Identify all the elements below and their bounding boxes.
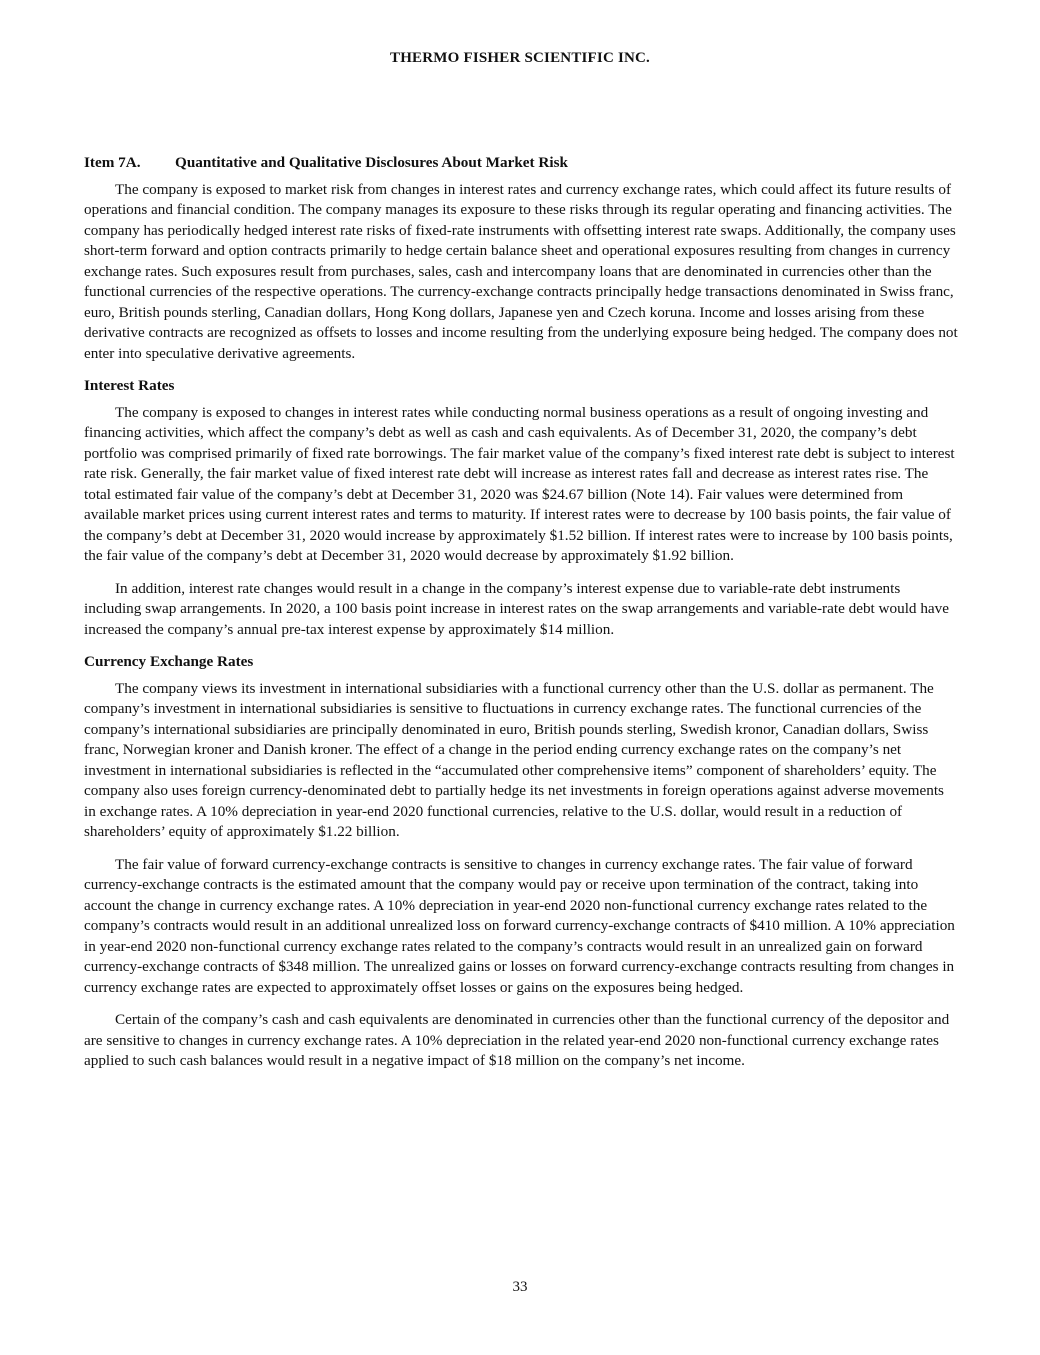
section-heading-currency-exchange-rates: Currency Exchange Rates <box>84 653 254 670</box>
item-title: Quantitative and Qualitative Disclosures About Market Risk <box>175 154 568 171</box>
interest-rates-paragraph-2: In addition, interest rate changes would result in a change in the company’s interest expense due to variable-rate debt instruments including swap arrangements. In 2020, a 100 basis point increase in interest rates on the swap arrangements and variable-rate debt would have increased the company’s annual pre-tax interest expense by approximately $14 million. <box>84 579 949 638</box>
currency-paragraph-3: Certain of the company’s cash and cash equivalents are denominated in currencies other than the functional currency of the depositor and are sensitive to changes in currency exchange rates. A 10% depreciation in the related year-end 2020 non-functional currency exchange rates applied to such cash balances would result in a negative impact of $18 million on the company’s net income. <box>84 1011 950 1069</box>
interest-rates-paragraph-1: The company is exposed to changes in interest rates while conducting normal business operations as a result of ongoing investing and financing activities, which affect the company’s debt as well as cash and cash equivalents. As of December 31, 2020, the company’s debt portfolio was comprised primarily of fixed rate borrowings. The fair market value of the company’s fixed interest rate debt is subject to interest rate risk. Generally, the fair market value of fixed interest rate debt will increase as interest rates fall and decrease as interest rates rise. The total estimated fair value of the company’s debt at December 31, 2020 was $24.67 billion (Note 14). Fair values were determined from available market prices using current interest rates and terms to maturity. If interest rates were to decrease by 100 basis points, the fair value of the company’s debt at December 31, 2020 would increase by approximately $1.52 billion. If interest rates were to increase by 100 basis points, the fair value of the company’s debt at December 31, 2020 would decrease by approximately $1.92 billion. <box>84 403 955 564</box>
item-number: Item 7A. <box>84 154 141 171</box>
section-heading-interest-rates: Interest Rates <box>84 377 175 394</box>
currency-paragraph-2: The fair value of forward currency-exchange contracts is sensitive to changes in currency exchange rates. The fair value of forward currency-exchange contracts is the estimated amount that the company would pay or receive upon termination of the contract, taking into account the change in currency exchange rates. A 10% depreciation in year-end 2020 non-functional currency exchange rates related to the company’s contracts would result in an additional unrealized loss on forward currency-exchange contracts of $410 million. A 10% appreciation in year-end 2020 non-functional currency exchange rates related to the company’s contracts would result in an unrealized gain on forward currency-exchange contracts of $348 million. The unrealized gains or losses on forward currency-exchange contracts resulting from changes in currency exchange rates are expected to approximately offset losses or gains on the exposures being hedged. <box>84 855 955 996</box>
page-number: 33 <box>512 1279 528 1295</box>
item-heading <box>84 153 958 174</box>
currency-paragraph-1: The company views its investment in international subsidiaries with a functional currency other than the U.S. dollar as permanent. The company’s investment in international subsidiaries is sensitive to fluctuations in currency exchange rates. The functional currencies of the company’s international subsidiaries are principally denominated in euro, British pounds sterling, Swedish kronor, Canadian dollars, Swiss franc, Norwegian kroner and Danish kroner. The effect of a change in the period ending currency exchange rates on the company’s net investment in international subsidiaries is reflected in the “accumulated other comprehensive items” component of shareholders’ equity. The company also uses foreign currency-denominated debt to partially hedge its net investments in foreign operations against adverse movements in exchange rates. A 10% depreciation in year-end 2020 functional currencies, relative to the U.S. dollar, would result in a reduction of shareholders’ equity of approximately $1.22 billion. <box>84 679 944 840</box>
page-header-company: THERMO FISHER SCIENTIFIC INC. <box>389 50 650 66</box>
intro-paragraph: The company is exposed to market risk from changes in interest rates and currency exchange rates, which could affect its future results of operations and financial condition. The company manages its exposure to these risks through its regular operating and financing activities. The company has periodically hedged interest rate risks of fixed-rate instruments with offsetting interest rate swaps. Additionally, the company uses short-term forward and option contracts primarily to hedge certain balance sheet and operational exposures resulting from changes in currency exchange rates. Such exposures result from purchases, sales, cash and intercompany loans that are denominated in currencies other than the functional currencies of the respective operations. The currency-exchange contracts principally hedge transactions denominated in Swiss franc, euro, British pounds sterling, Canadian dollars, Hong Kong dollars, Japanese yen and Czech koruna. Income and losses arising from these derivative contracts are recognized as offsets to losses and income resulting from the underlying exposure being hedged. The company does not enter into speculative derivative agreements. <box>84 180 958 362</box>
document-body <box>84 153 958 1084</box>
